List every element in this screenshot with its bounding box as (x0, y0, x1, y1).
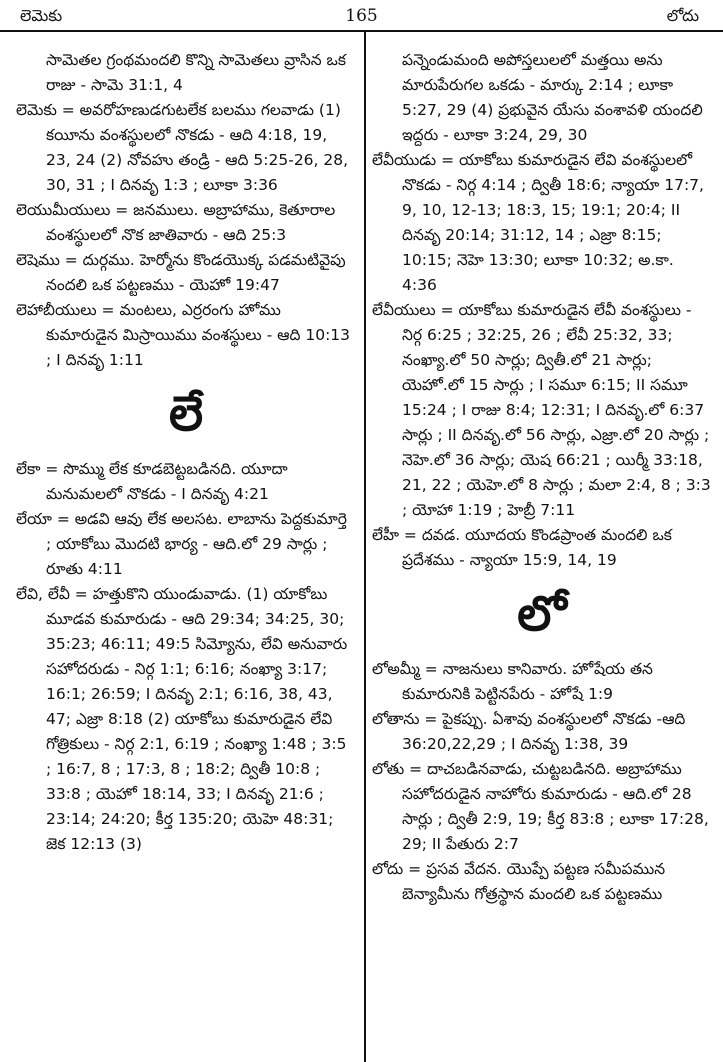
dictionary-entry: లోతాను = పైకప్పు. ఏశావు వంశస్థులలో నొకడు -ఆది 36:20,22,29 ; I దినవృ 1:38, 39 (372, 710, 686, 753)
dictionary-entry: లెషెము = దుర్గము. హెర్మోను కొండయొక్క పడమటివైపు నందలి ఒక పట్టణము - యెహో 19:47 (16, 251, 346, 294)
continued-entry: సామెతల గ్రంథమందలి కొన్ని సామెతలు వ్రాసిన ఒక రాజు - సామె 31:1, 4 (46, 51, 346, 94)
header-right-guide-word: లోదు (666, 6, 699, 25)
dictionary-entry: లేయా = అడవి ఆవు లేక అలసట. లాబాను పెద్దకుమార్తె ; యాకోబు మొదటి భార్య - ఆది.లో 29 సార్లు ; రూతు 4:11 (16, 510, 347, 578)
dictionary-entry: లేవి, లేవీ = హత్తుకొని యుండువాడు. (1) యాకోబు మూడవ కుమారుడు - ఆది 29:34; 34:25, 30; 35:23; 46:11; 49:5 సిమ్యోను, లేవి అనువారు సహోదరుడు - నిర్గ 1:1; 6:16; నంఖ్యా 3:17; 16:1; 26:59; I దినవృ 2:1; 6:16, 38, 43, 47; ఎజ్రా 8:18 (2) యాకోబు కుమారుడైన లేవి గోత్రికులు - నిర్గ 2:1, 6:19 ; నంఖ్యా 1:48 ; 3:5 ; 16:7, 8 ; 17:3, 8 ; 18:2; ద్వితీ 10:8 ; 33:8 ; యెహో 18:14, 33; I దినవృ 21:6 ; 23:14; 24:20; కీర్త 135:20; యెహె 48:31; జెక 12:13 (3) (16, 585, 348, 853)
dictionary-entry: లోతు = దాచబడినవాడు, చుట్టబడినది. అబ్రాహాము సహోదరుడైన నాహోరు కుమారుడు - ఆది.లో 28 సార్లు ; ద్వితీ 2:9, 19; కీర్త 83:8 ; లూకా 17:28, 29; II పేతురు 2:7 (372, 760, 709, 853)
dictionary-entry: లేకా = సొమ్ము లేక కూడబెట్టబడినది. యూదా మనుమలలో నొకడు - I దినవృ 4:21 (16, 460, 288, 503)
dictionary-entry: లోఅమ్మీ = నాజనులు కానివారు. హోషేయ తన కుమారునికి పెట్టినపేరు - హోషే 1:9 (372, 660, 653, 703)
section-heading-syllable: లో (517, 586, 567, 642)
page-header (0, 0, 723, 32)
dictionary-entry: లోదు = ప్రసవ వేదన. యొప్పే పట్టణ సమీపమున బెన్యామీను గోత్రస్థాన మందలి ఒక పట్టణము (372, 860, 666, 903)
dictionary-entry: లెయుమీయులు = జనములు. అబ్రాహాము, కెతూరాల వంశస్థులలో నొక జాతివారు - ఆది 25:3 (16, 201, 336, 244)
dictionary-entry: లెహాబీయులు = మంటలు, ఎర్రరంగు హోము కుమారుడైన మిస్రాయిము వంశస్థులు - ఆది 10:13 ; I దినవృ 1:11 (16, 301, 351, 369)
page-number: 165 (345, 6, 378, 26)
dictionary-entry: లేవీయుడు = యాకోబు కుమారుడైన లేవి వంశస్థులలో నొకడు - నిర్గ 4:14 ; ద్వితీ 18:6; న్యాయా 17:7, 9, 10, 12-13; 18:3, 15; 19:1; 20:4; II దినవృ 20:14; 31:12, 14 ; ఎజ్రా 8:15; 10:15; నెహె 13:30; లూకా 10:32; అ.కా. 4:36 (372, 151, 704, 294)
right-column (372, 48, 712, 907)
column-divider (364, 32, 366, 1062)
continued-entry: పన్నెండుమంది అపోస్తలులలో మత్తయి అను మారుపేరుగల ఒకడు - మార్కు 2:14 ; లూకా 5:27, 29 (4) ప్రభువైన యేసు వంశావళి యందలి ఇద్దరు - లూకా 3:24, 29, 30 (402, 51, 703, 144)
section-heading-syllable: లే (168, 386, 204, 442)
left-column (16, 48, 356, 857)
dictionary-entry: లేహీ = దవడ. యూదయ కొండప్రాంత మందలి ఒక ప్రదేశము - న్యాయా 15:9, 14, 19 (372, 526, 672, 569)
dictionary-entry: లెమెకు = అవరోహణుడగుటలేక బలము గలవాడు (1) కయీను వంశస్థులలో నొకడు - ఆది 4:18, 19, 23, 24 (2) నోవహు తండ్రి - ఆది 5:25-26, 28, 30, 31 ; I దినవృ 1:3 ; లూకా 3:36 (16, 101, 349, 194)
header-left-guide-word: లెమెకు (20, 6, 63, 25)
dictionary-entry: లేవీయులు = యాకోబు కుమారుడైన లేవీ వంశస్థులు - నిర్గ 6:25 ; 32:25, 26 ; లేవీ 25:32, 33; నంఖ్యా.లో 50 సార్లు; ద్వితీ.లో 21 సార్లు; యెహో.లో 15 సార్లు ; I సమూ 6:15; II సమూ 15:24 ; I రాజు 8:4; 12:31; I దినవృ.లో 6:37 సార్లు ; II దినవృ.లో 56 సార్లు, ఎజ్రా.లో 20 సార్లు ; నెహె.లో 36 సార్లు; యెష 66:21 ; యిర్మీ 33:18, 21, 22 ; యెహె.లో 8 సార్లు ; మలా 2:4, 8 ; 3:3 ; యోహా 1:19 ; హెబ్రీ 7:11 (372, 301, 711, 519)
